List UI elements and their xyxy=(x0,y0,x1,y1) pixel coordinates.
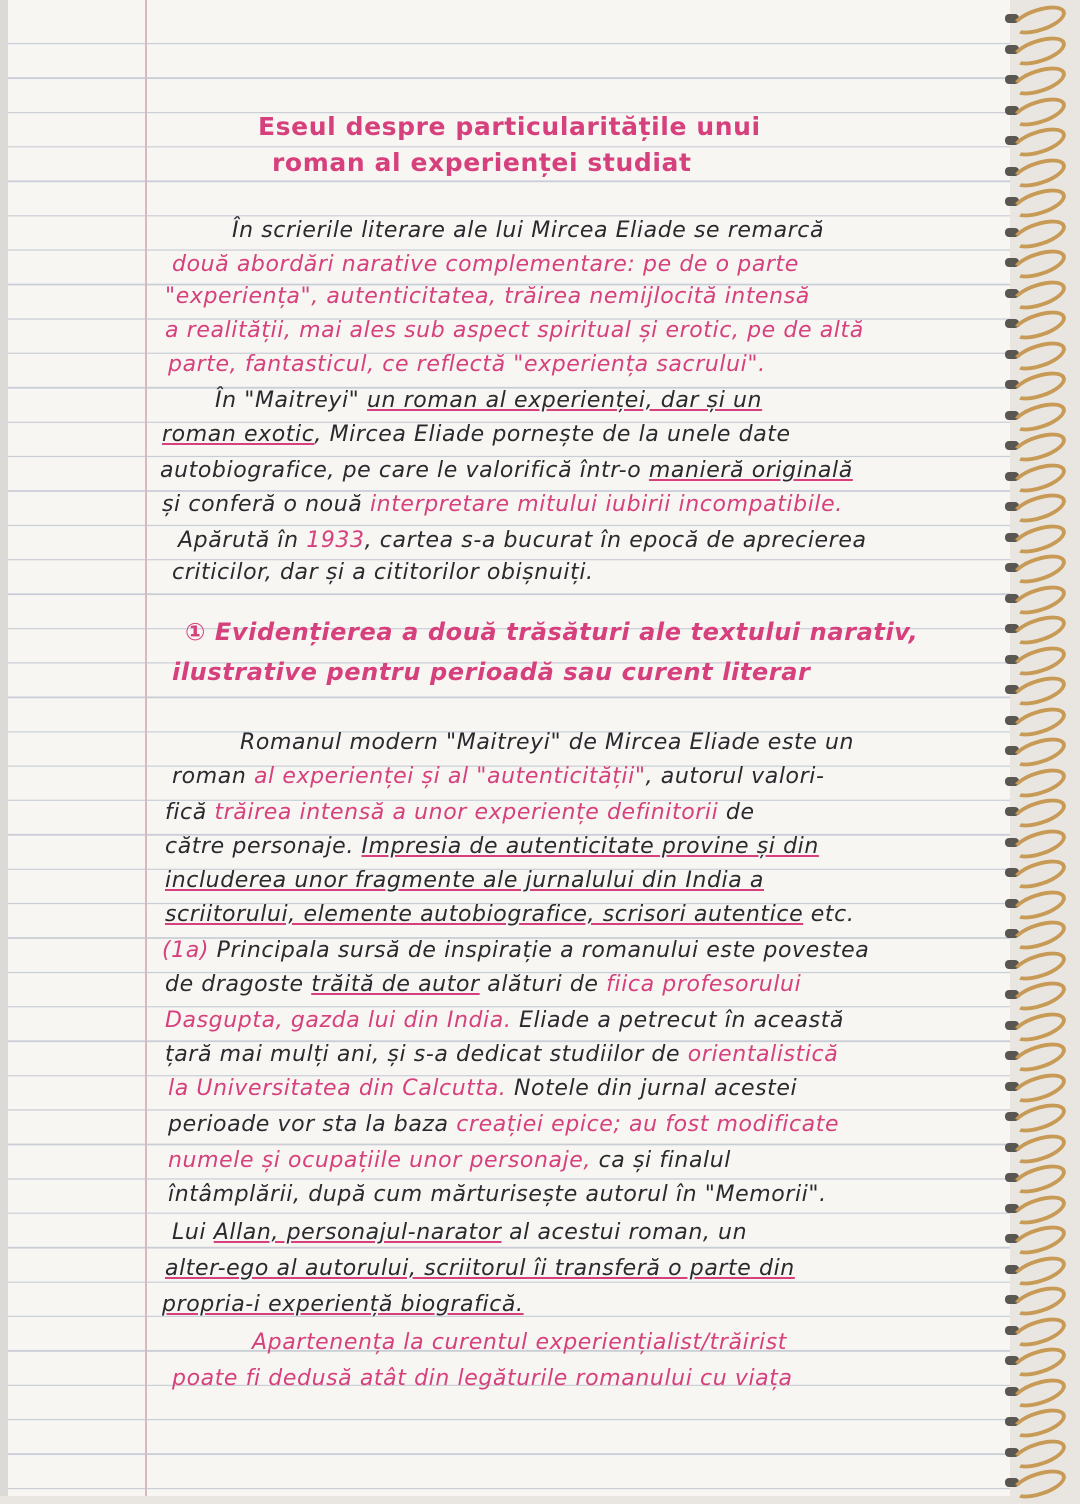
highlighted-text: la Universitatea din Calcutta. xyxy=(168,1076,507,1101)
text-segment: Eliade a petrecut în această xyxy=(511,1008,844,1033)
text-line xyxy=(165,902,854,927)
text-segment: de dragoste xyxy=(165,972,312,997)
text-segment: , autorul valori- xyxy=(645,764,825,789)
highlighted-text: parte, fantasticul, ce reflectă "experiența sacrului". xyxy=(168,352,766,377)
spiral-coil xyxy=(1009,1372,1070,1412)
highlighted-text: Dasgupta, gazda lui din India. xyxy=(165,1008,512,1033)
text-segment: În scrierile literare ale lui Mircea Eliade se remarcă xyxy=(232,218,825,243)
text-line xyxy=(215,388,762,413)
text-line xyxy=(172,1366,793,1391)
spiral-coil xyxy=(1009,732,1070,772)
page-edge xyxy=(0,0,8,1496)
spiral-coil xyxy=(1009,945,1070,985)
spiral-coil xyxy=(1009,1159,1070,1199)
spiral-coil xyxy=(1009,884,1070,924)
spiral-coil xyxy=(1009,396,1070,436)
spiral-coil xyxy=(1009,91,1070,131)
highlighted-text: trăirea intensă a unor experiențe definitorii xyxy=(214,800,719,825)
text-line xyxy=(252,1330,787,1355)
section-heading-line xyxy=(185,618,918,646)
spiral-coil xyxy=(1009,701,1070,741)
spiral-coil xyxy=(1009,1037,1070,1077)
highlighted-text: roman al experienței studiat xyxy=(272,148,692,177)
spiral-coil xyxy=(1009,1433,1070,1473)
spiral-coil xyxy=(1009,1342,1070,1382)
spiral-coil xyxy=(1009,854,1070,894)
spiral-coil xyxy=(1009,488,1070,528)
essay-title-line xyxy=(258,112,761,141)
text-line xyxy=(165,834,819,859)
highlighted-text: ① Evidențierea a două trăsături ale textului narativ, xyxy=(185,618,919,646)
text-line xyxy=(165,868,764,893)
spiral-coil xyxy=(1009,671,1070,711)
text-line xyxy=(168,1148,731,1173)
spiral-coil xyxy=(1009,1006,1070,1046)
highlighted-text: numele și ocupațiile unor personaje, xyxy=(168,1148,592,1173)
underlined-text: includerea unor fragmente ale jurnalului din India a xyxy=(165,868,764,893)
spiral-coil xyxy=(1009,1464,1070,1504)
text-segment: întâmplării, după cum mărturisește autorul în "Memorii". xyxy=(168,1182,827,1207)
text-segment: Lui xyxy=(172,1220,214,1245)
highlighted-text: al experienței și al "autenticității" xyxy=(253,764,646,789)
spiral-coil xyxy=(1009,213,1070,253)
spiral-coil xyxy=(1009,244,1070,284)
underlined-text: Impresia de autenticitate provine și din xyxy=(361,834,819,859)
highlighted-text: fiica profesorului xyxy=(606,972,802,997)
text-line xyxy=(172,764,825,789)
text-segment: criticilor, dar și a cititorilor obișnuiți. xyxy=(172,560,594,585)
text-line xyxy=(165,318,864,343)
text-line xyxy=(162,938,869,963)
spiral-coil xyxy=(1009,0,1070,40)
underlined-text: propria-i experiență biografică. xyxy=(162,1292,524,1317)
text-line xyxy=(172,252,799,277)
highlighted-text: creației epice; au fost modificate xyxy=(456,1112,840,1137)
text-segment: , Mircea Eliade pornește de la unele date xyxy=(314,422,791,447)
text-segment: către personaje. xyxy=(165,834,362,859)
text-line xyxy=(172,560,594,585)
highlighted-text: Eseul despre particularitățile unui xyxy=(258,112,761,141)
spiral-coil xyxy=(1009,1128,1070,1168)
spiral-coil xyxy=(1009,30,1070,70)
spiral-coil xyxy=(1009,793,1070,833)
text-line xyxy=(165,800,755,825)
text-segment: perioade vor sta la baza xyxy=(168,1112,457,1137)
text-segment: de xyxy=(718,800,755,825)
underlined-text: un roman al experienței, dar și un xyxy=(366,388,763,413)
text-segment: alături de xyxy=(479,972,607,997)
spiral-coil xyxy=(1009,122,1070,162)
text-segment: și conferă o nouă xyxy=(162,492,370,517)
margin-line xyxy=(145,0,147,1496)
spiral-coil xyxy=(1009,427,1070,467)
spiral-coil xyxy=(1009,915,1070,955)
spiral-coil xyxy=(1009,1281,1070,1321)
spiral-coil xyxy=(1009,549,1070,589)
highlighted-text: "experiența", autenticitatea, trăirea nemijlocită intensă xyxy=(165,284,810,309)
text-segment: Principala sursă de inspirație a romanului este povestea xyxy=(216,938,870,963)
text-line xyxy=(165,1042,838,1067)
highlighted-text: două abordări narative complementare: pe de o parte xyxy=(172,252,799,277)
text-line xyxy=(232,218,824,243)
text-line xyxy=(162,422,791,447)
highlighted-text: 1933 xyxy=(306,528,365,553)
spiral-coil xyxy=(1009,762,1070,802)
text-segment: , cartea s-a bucurat în epocă de aprecierea xyxy=(364,528,867,553)
highlighted-text: Apartenența la curentul experiențialist/trăirist xyxy=(252,1330,787,1355)
underlined-text: alter-ego al autorului, scriitorul îi transferă o parte din xyxy=(165,1256,795,1281)
essay-title-line xyxy=(272,148,692,177)
text-segment: Romanul modern "Maitreyi" de Mircea Eliade este un xyxy=(240,730,855,755)
spiral-coil xyxy=(1009,61,1070,101)
text-segment: ca și finalul xyxy=(591,1148,731,1173)
text-segment: țară mai mulți ani, și s-a dedicat studiilor de xyxy=(165,1042,688,1067)
underlined-text: Allan, personajul-narator xyxy=(213,1220,502,1245)
highlighted-text: poate fi dedusă atât din legăturile romanului cu viața xyxy=(172,1366,793,1391)
spiral-coil xyxy=(1009,1403,1070,1443)
highlighted-text: orientalistică xyxy=(687,1042,839,1067)
spiral-binding xyxy=(1005,0,1080,1496)
section-heading-line xyxy=(172,658,810,686)
underlined-text: roman exotic xyxy=(162,422,315,447)
text-segment: roman xyxy=(172,764,254,789)
spiral-coil xyxy=(1009,610,1070,650)
text-segment: fică xyxy=(165,800,215,825)
spiral-coil xyxy=(1009,274,1070,314)
spiral-coil xyxy=(1009,518,1070,558)
spiral-coil xyxy=(1009,1311,1070,1351)
text-segment: În "Maitreyi" xyxy=(215,388,367,413)
text-line xyxy=(168,352,766,377)
spiral-coil xyxy=(1009,579,1070,619)
text-segment: Notele din jurnal acestei xyxy=(506,1076,798,1101)
text-line xyxy=(165,1008,844,1033)
spiral-coil xyxy=(1009,976,1070,1016)
text-line xyxy=(168,1112,839,1137)
text-segment: al acestui roman, un xyxy=(501,1220,748,1245)
spiral-coil xyxy=(1009,823,1070,863)
spiral-coil xyxy=(1009,1098,1070,1138)
highlighted-text: interpretare mitului iubirii incompatibile. xyxy=(369,492,843,517)
text-line xyxy=(168,1076,797,1101)
text-segment: Apărută în xyxy=(178,528,307,553)
text-line xyxy=(168,1182,827,1207)
highlighted-text: (1a) xyxy=(162,938,217,963)
text-segment: etc. xyxy=(803,902,855,927)
highlighted-text: ilustrative pentru perioadă sau curent literar xyxy=(172,658,811,686)
text-line xyxy=(165,972,801,997)
spiral-coil xyxy=(1009,183,1070,223)
spiral-coil xyxy=(1009,305,1070,345)
text-line xyxy=(165,1256,795,1281)
spiral-coil xyxy=(1009,1220,1070,1260)
highlighted-text: a realității, mai ales sub aspect spiritual și erotic, pe de altă xyxy=(165,318,864,343)
text-line xyxy=(172,1220,747,1245)
underlined-text: scriitorului, elemente autobiografice, scrisori autentice xyxy=(165,902,804,927)
spiral-coil xyxy=(1009,335,1070,375)
underlined-text: manieră originală xyxy=(648,458,853,483)
text-line xyxy=(160,458,853,483)
spiral-coil xyxy=(1009,1189,1070,1229)
text-line xyxy=(178,528,867,553)
text-line xyxy=(165,284,810,309)
text-line xyxy=(162,492,843,517)
spiral-coil xyxy=(1009,1250,1070,1290)
underlined-text: trăită de autor xyxy=(311,972,480,997)
spiral-coil xyxy=(1009,366,1070,406)
spiral-coil xyxy=(1009,640,1070,680)
spiral-coil xyxy=(1009,457,1070,497)
text-line xyxy=(162,1292,524,1317)
text-segment: autobiografice, pe care le valorifică într-o xyxy=(160,458,649,483)
text-line xyxy=(240,730,854,755)
spiral-coil xyxy=(1009,1067,1070,1107)
spiral-coil xyxy=(1009,152,1070,192)
